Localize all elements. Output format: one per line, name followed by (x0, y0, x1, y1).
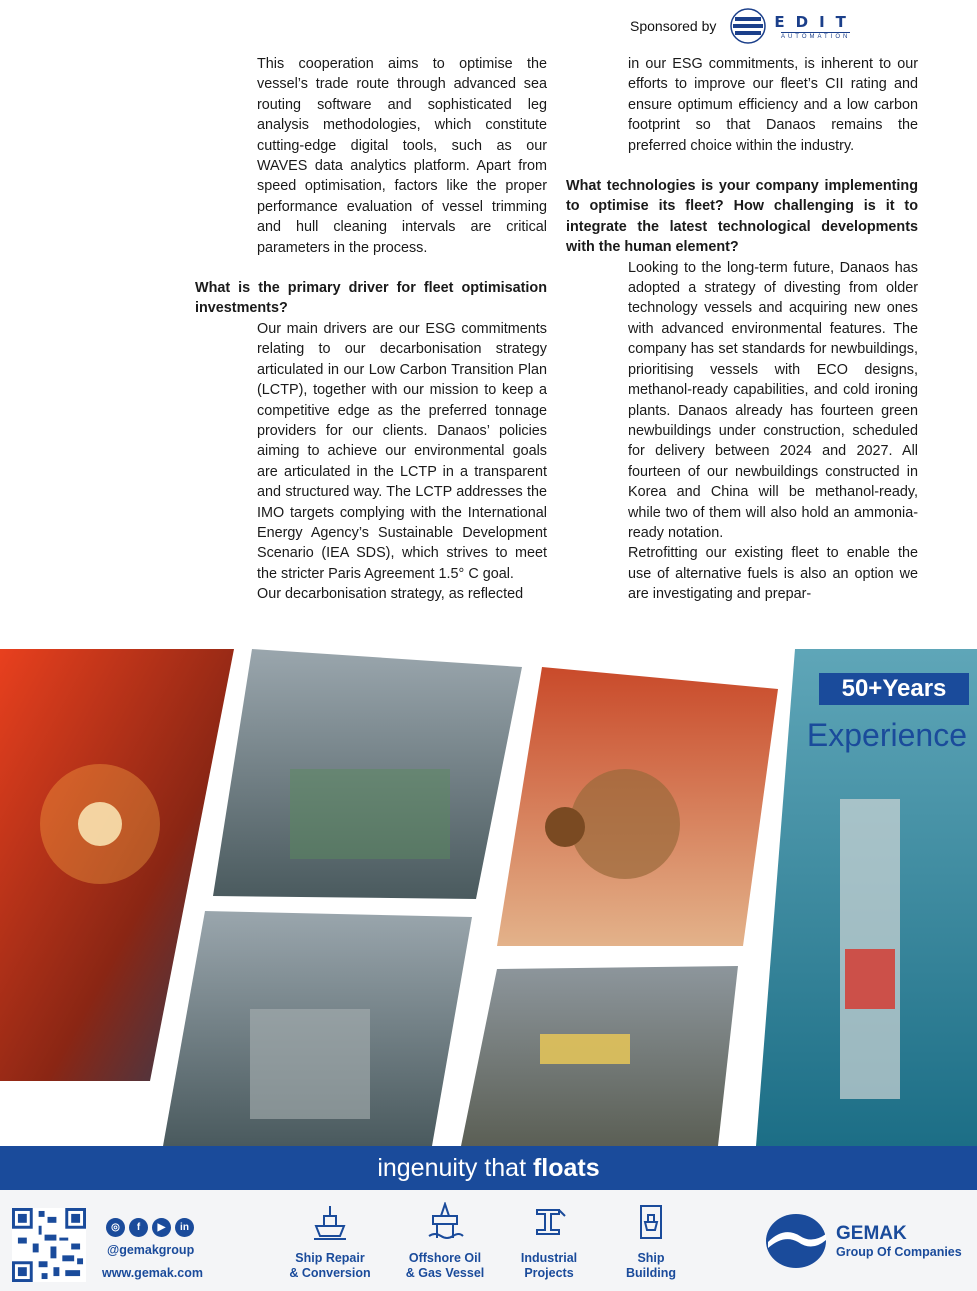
paragraph: in our ESG commitments, is inherent to our efforts to improve our fleet’s CII rating and ensure optimum efficiency and a low carbon footprint so that Danaos remains the preferred choice within the industry. (628, 56, 918, 154)
company-subtitle: Group Of Companies (836, 1245, 962, 1259)
tagline-bold: floats (532, 1154, 600, 1182)
service-industrial (494, 1202, 604, 1281)
gemak-swirl-icon (764, 1212, 828, 1270)
experience-label: Experience (806, 717, 967, 753)
paragraph: Our main drivers are our ESG commitments relating to our decarbonisation strategy articulated in our Low Carbon Transition Plan (LCTP), together with our mission to keep a competitive edge as the preferred tonnage providers for our clients. Danaos’ policies aiming to achieve our environmental goals are articulated in the LCTP in a transparent and structured way. The LCTP addresses the IMO targets complying with the International Energy Agency’s Sustainable Development Scenario (IEA SDS), which strives to meet the stricter Paris Agreement 1.5° C goal. (257, 320, 547, 582)
service-shipbuilding (596, 1202, 706, 1281)
ad-tagline (0, 1146, 977, 1190)
article-right-column (566, 54, 918, 605)
paragraph: Retrofitting our existing fleet to enable the use of alternative fuels is also an option we are investigating and prepar- (628, 545, 918, 603)
steel-beam-icon (529, 1202, 569, 1242)
edit-logo-sub: AUTOMATION (780, 33, 851, 40)
paragraph: This cooperation aims to optimise the vessel’s trade route through advanced sea routing software and sophisticated leg analysis methodologies, which constitute cutting-edge digital tools, such as our WAVES data analytics platform. Apart from speed optimisation, factors like the proper performance evaluation of vessel trimming and hull cleaning intervals are critical parameters in the process. (257, 56, 547, 256)
social-handle[interactable]: @gemakgroup (107, 1243, 195, 1257)
interview-question: What is the primary driver for fleet optimisation investments? (195, 280, 547, 317)
ad-footer (0, 1190, 977, 1291)
qr-code[interactable] (12, 1208, 86, 1282)
edit-logo-icon (730, 8, 766, 44)
service-ship-repair (275, 1202, 385, 1281)
service-label: Offshore Oil & Gas Vessel (405, 1251, 485, 1280)
gemak-advertisement[interactable] (0, 649, 977, 1291)
paragraph: Looking to the long-term future, Danaos has adopted a strategy of divesting from older technology vessels and acquiring new ones with advanced environmental features. The company has set standards for newbuildings, prioritising vessels with ECO designs, methanol-ready capabilities, and cold ironing plants. Danaos already has fourteen green newbuildings under construction, scheduled for delivery between 2024 and 2027. All fourteen of our newbuildings constructed in Korea and China will be methanol-ready, while two of them will also hold an ammonia-ready notation. (628, 259, 918, 541)
social-icons (106, 1218, 194, 1237)
edit-automation-logo[interactable] (730, 8, 857, 44)
service-label: Ship Building (626, 1251, 676, 1280)
gemak-logo[interactable] (764, 1212, 962, 1270)
youtube-icon[interactable]: ▶ (152, 1218, 171, 1237)
instagram-icon[interactable]: ◎ (106, 1218, 125, 1237)
article-body (0, 54, 977, 634)
sponsor-label: Sponsored by (630, 18, 717, 34)
sponsor-header (630, 6, 950, 46)
ship-repair-icon (310, 1202, 350, 1242)
tagline-regular: ingenuity that (377, 1154, 533, 1182)
company-name: GEMAK (836, 1223, 907, 1244)
edit-logo-word: EDIT (774, 12, 857, 31)
service-label: Industrial Projects (520, 1251, 578, 1280)
offshore-rig-icon (425, 1202, 465, 1242)
linkedin-icon[interactable]: in (175, 1218, 194, 1237)
interview-question: What technologies is your company implementing to optimise its fleet? How challenging is it to integrate the latest technological developments with the human element? (566, 178, 918, 256)
service-label: Ship Repair & Conversion (289, 1251, 371, 1280)
shipbuilding-icon (631, 1202, 671, 1242)
article-left-column (195, 54, 547, 605)
website-link[interactable]: www.gemak.com (102, 1266, 203, 1280)
facebook-icon[interactable]: f (129, 1218, 148, 1237)
years-badge: 50+Years (819, 673, 969, 705)
paragraph: Our decarbonisation strategy, as reflected (257, 586, 524, 603)
service-offshore (390, 1202, 500, 1281)
